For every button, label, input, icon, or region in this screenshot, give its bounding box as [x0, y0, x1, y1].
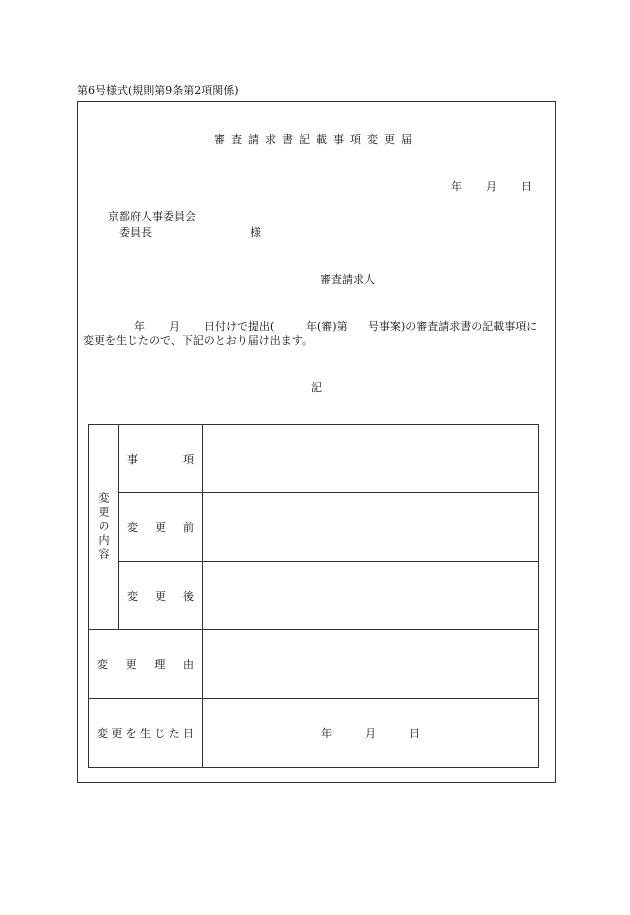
- change-details-table: [88, 424, 539, 768]
- addressee-honorific: 様: [250, 226, 261, 239]
- change-date-value-cell[interactable]: [203, 699, 539, 768]
- before-label-char-3: 前: [183, 521, 194, 534]
- after-label-char-1: 変: [127, 589, 138, 603]
- item-label-cell: [119, 425, 203, 493]
- body-text-a: 日付けで提出(: [204, 320, 275, 333]
- date-month: 月: [486, 180, 497, 193]
- reason-label-char-2: 更: [125, 658, 137, 671]
- table-row-item: [89, 425, 539, 493]
- before-value-cell[interactable]: [203, 493, 539, 562]
- reason-value-cell[interactable]: [203, 630, 539, 699]
- change-date-label-char-5: じ: [154, 727, 166, 740]
- item-label-char-2: 項: [183, 452, 194, 466]
- date-year: 年: [451, 180, 462, 193]
- change-date-label-cell: [89, 699, 203, 768]
- change-date-month: 月: [365, 727, 376, 740]
- addressee-role: 委員長: [119, 226, 152, 239]
- table-row-reason: [89, 630, 539, 699]
- change-date-label-char-6: た: [168, 727, 180, 740]
- date-day: 日: [521, 180, 532, 193]
- change-date-day: 日: [409, 727, 420, 740]
- body-year: 年: [134, 320, 145, 333]
- reason-label-cell: [89, 630, 203, 699]
- before-label-char-1: 変: [127, 521, 138, 534]
- table-row-after: [89, 562, 539, 630]
- change-date-label-char-2: 更: [111, 727, 123, 740]
- after-label-char-2: 更: [155, 589, 166, 603]
- table-row-change-date: [89, 699, 539, 768]
- before-label-cell: [119, 493, 203, 562]
- item-value-cell[interactable]: [203, 425, 539, 493]
- after-label-cell: [119, 562, 203, 630]
- change-content-group-cell: [89, 425, 119, 630]
- requester-label: 審査請求人: [320, 273, 375, 286]
- body-line-2: 変更を生じたので、下記のとおり届け出ます。: [83, 334, 313, 347]
- addressee-org: 京都府人事委員会: [108, 210, 196, 223]
- body-text-b: 年(審)第: [306, 320, 348, 333]
- body-text-c: 号事案)の審査請求書の記載事項に: [368, 320, 538, 333]
- body-month: 月: [169, 320, 180, 333]
- change-date-label-char-7: 日: [182, 727, 194, 740]
- change-date-label-char-4: 生: [139, 727, 151, 740]
- change-date-year: 年: [321, 727, 332, 740]
- item-label-char-1: 事: [127, 452, 138, 466]
- before-label-char-2: 更: [155, 521, 166, 534]
- after-label-char-3: 後: [183, 589, 194, 603]
- change-content-label: 変更の内容: [97, 492, 110, 562]
- after-value-cell[interactable]: [203, 562, 539, 630]
- change-date-label-char-1: 変: [97, 727, 108, 740]
- change-date-label-char-3: を: [125, 727, 137, 740]
- table-row-before: [89, 493, 539, 562]
- form-title: 審査請求書記載事項変更届: [214, 133, 418, 146]
- reason-label-char-4: 由: [182, 658, 194, 671]
- ki-heading: 記: [311, 381, 322, 394]
- reason-label-char-3: 理: [154, 658, 166, 671]
- reason-label-char-1: 変: [97, 658, 108, 671]
- form-number-note: 第6号様式(規則第9条第2項関係): [77, 84, 239, 97]
